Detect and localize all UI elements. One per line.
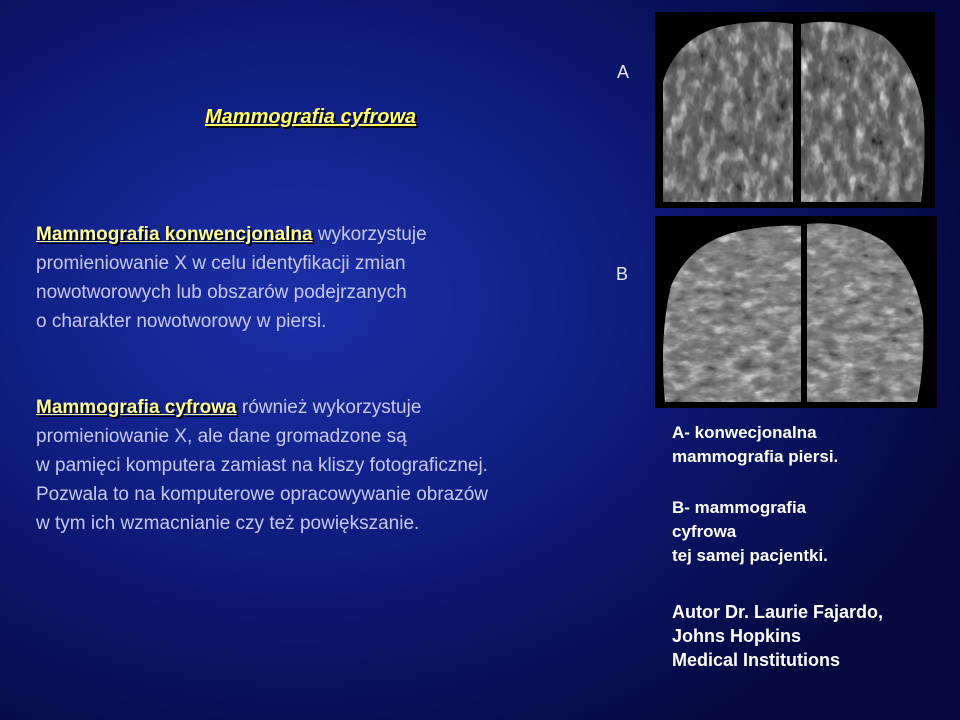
paragraph-digital — [36, 393, 636, 538]
author-line: Medical Institutions — [672, 650, 841, 670]
author-credit — [672, 600, 883, 672]
mammogram-image-b — [655, 216, 937, 408]
author-line: Johns Hopkins — [672, 626, 802, 646]
mammogram-image-a — [655, 12, 935, 208]
term-digital: Mammografia cyfrowa — [36, 397, 237, 418]
paragraph-line: wykorzystuje — [312, 224, 427, 245]
paragraph-line: w pamięci komputera zamiast na kliszy fotograficznej. — [36, 455, 488, 476]
paragraph-line: nowotworowych lub obszarów podejrzanych — [36, 282, 407, 303]
paragraph-conventional — [36, 220, 576, 336]
caption-line: tej samej pacjentki. — [672, 546, 828, 565]
image-label-a: A — [617, 62, 630, 82]
caption-line: B- mammografia — [672, 498, 807, 517]
paragraph-line: promieniowanie X w celu identyfikacji zmian — [36, 253, 406, 274]
slide-title: Mammografia cyfrowa — [205, 106, 417, 128]
mammogram-a-graphic — [655, 12, 935, 208]
author-line: Autor Dr. Laurie Fajardo, — [672, 602, 884, 622]
caption-line: cyfrowa — [672, 522, 737, 541]
caption-image-b — [672, 496, 828, 568]
caption-line: mammografia piersi. — [672, 447, 839, 466]
mammogram-b-graphic — [655, 216, 937, 408]
paragraph-line: o charakter nowotworowy w piersi. — [36, 311, 327, 332]
caption-line: A- konwecjonalna — [672, 423, 817, 442]
paragraph-line: promieniowanie X, ale dane gromadzone są — [36, 426, 407, 447]
paragraph-line: w tym ich wzmacnianie czy też powiększanie. — [36, 513, 420, 534]
image-label-b: B — [616, 264, 629, 284]
paragraph-line: również wykorzystuje — [236, 397, 422, 418]
caption-image-a — [672, 421, 838, 469]
paragraph-line: Pozwala to na komputerowe opracowywanie obrazów — [36, 484, 489, 505]
term-conventional: Mammografia konwencjonalna — [36, 224, 313, 245]
